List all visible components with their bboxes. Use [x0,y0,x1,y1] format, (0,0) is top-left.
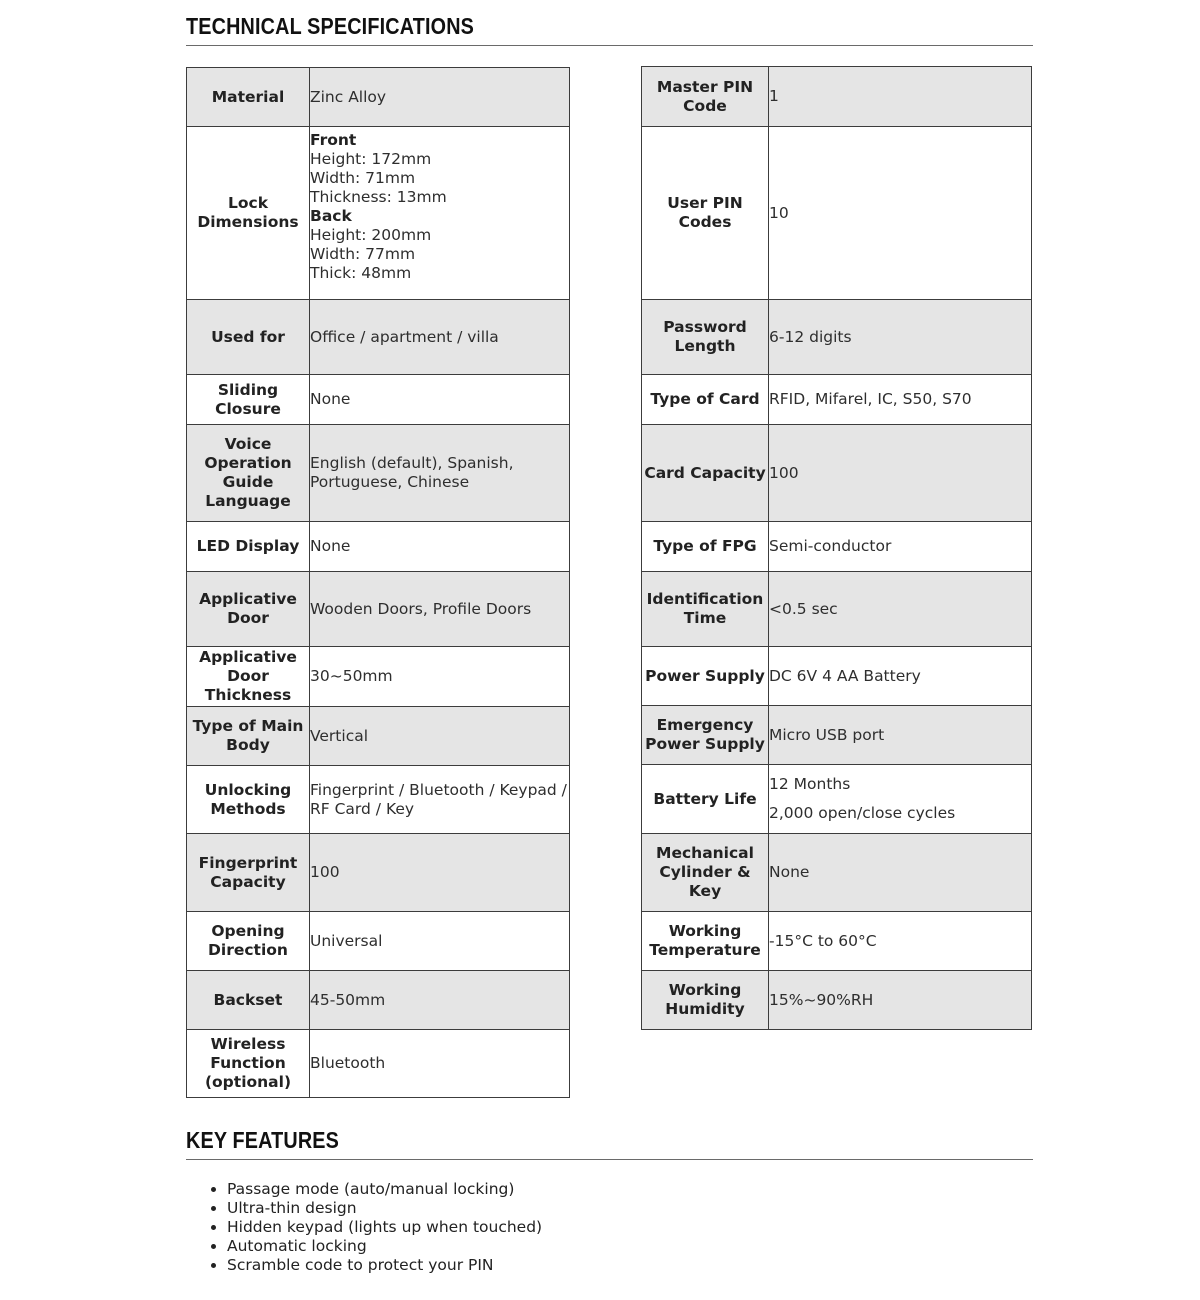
spec-row-power-supply [642,647,1032,706]
spec-label: Fingerprint Capacity [187,834,310,912]
spec-row-material [187,68,570,127]
spec-value: Vertical [310,707,570,766]
spec-row-master-pin [642,67,1032,127]
spec-label: User PIN Codes [642,127,769,300]
spec-row-working-temperature [642,912,1032,971]
spec-value: 10 [769,127,1032,300]
spec-value: Wooden Doors, Profile Doors [310,572,570,647]
spec-row-user-pin [642,127,1032,300]
spec-label: Type of FPG [642,522,769,572]
dimension-line: Height: 172mm [310,150,432,168]
spec-label: Backset [187,971,310,1030]
spec-value: DC 6V 4 AA Battery [769,647,1032,706]
spec-label: Working Humidity [642,971,769,1030]
spec-value-dimensions [310,127,570,300]
spec-label: Battery Life [642,765,769,834]
spec-row-door-thickness [187,647,570,707]
key-features-heading: KEY FEATURES [186,1127,340,1153]
spec-row-battery-life [642,765,1032,834]
spec-row-applicative-door [187,572,570,647]
spec-row-led-display [187,522,570,572]
spec-value: 30~50mm [310,647,570,707]
spec-row-mechanical-cylinder [642,834,1032,912]
spec-value: Semi-conductor [769,522,1032,572]
dimension-line: Thick: 48mm [310,264,412,282]
spec-value: RFID, Mifarel, IC, S50, S70 [769,375,1032,425]
spec-label: Password Length [642,300,769,375]
spec-value: 6-12 digits [769,300,1032,375]
spec-label: Opening Direction [187,912,310,971]
spec-label: Type of Main Body [187,707,310,766]
spec-value: Fingerprint / Bluetooth / Keypad / RF Card / Key [310,766,570,834]
spec-label: Material [187,68,310,127]
spec-label: Master PIN Code [642,67,769,127]
spec-row-fingerprint-capacity [187,834,570,912]
spec-label: Power Supply [642,647,769,706]
spec-value: Zinc Alloy [310,68,570,127]
spec-value: 45-50mm [310,971,570,1030]
spec-label: LED Display [187,522,310,572]
spec-value: 100 [310,834,570,912]
spec-label: Unlocking Methods [187,766,310,834]
specs-table-right [641,66,1032,1030]
spec-row-password-length [642,300,1032,375]
spec-label: Emergency Power Supply [642,706,769,765]
spec-row-voice-language [187,425,570,522]
spec-value: Micro USB port [769,706,1032,765]
spec-row-opening-direction [187,912,570,971]
spec-value: -15°C to 60°C [769,912,1032,971]
spec-row-main-body [187,707,570,766]
dimensions-back-heading: Back [310,207,352,225]
spec-value: Office / apartment / villa [310,300,570,375]
dimensions-front-heading: Front [310,131,357,149]
spec-row-emergency-power [642,706,1032,765]
spec-value: 100 [769,425,1032,522]
spec-label: Type of Card [642,375,769,425]
spec-row-wireless-function [187,1030,570,1098]
spec-label: Mechanical Cylinder & Key [642,834,769,912]
spec-label: Working Temperature [642,912,769,971]
spec-value: English (default), Spanish, Portuguese, Chinese [310,425,570,522]
spec-value: 15%~90%RH [769,971,1032,1030]
spec-value: None [769,834,1032,912]
spec-label: Applicative Door [187,572,310,647]
spec-value-battery [769,765,1032,834]
spec-label: Lock Dimensions [187,127,310,300]
dimension-line: Thickness: 13mm [310,188,447,206]
spec-row-unlocking-methods [187,766,570,834]
spec-label: Voice Operation Guide Language [187,425,310,522]
spec-value: None [310,522,570,572]
battery-life-months: 12 Months [769,775,851,793]
spec-value: None [310,375,570,425]
list-item: • Passage mode (auto/manual locking) [227,1180,542,1199]
spec-label: Used for [187,300,310,375]
list-item: • Scramble code to protect your PIN [227,1256,542,1275]
battery-life-cycles: 2,000 open/close cycles [769,804,956,822]
spec-row-sliding-closure [187,375,570,425]
spec-label: Identification Time [642,572,769,647]
spec-row-backset [187,971,570,1030]
spec-row-lock-dimensions [187,127,570,300]
heading-divider [186,45,1033,46]
spec-row-type-of-fpg [642,522,1032,572]
spec-row-working-humidity [642,971,1032,1030]
spec-label: Wireless Function (optional) [187,1030,310,1098]
specs-table-left [186,67,570,1098]
spec-label: Applicative Door Thickness [187,647,310,707]
spec-value: <0.5 sec [769,572,1032,647]
list-item: • Ultra-thin design [227,1199,542,1218]
dimension-line: Height: 200mm [310,226,432,244]
spec-row-used-for [187,300,570,375]
spec-row-type-of-card [642,375,1032,425]
list-item: • Hidden keypad (lights up when touched) [227,1218,542,1237]
spec-row-identification-time [642,572,1032,647]
spec-label: Sliding Closure [187,375,310,425]
spec-label: Card Capacity [642,425,769,522]
spec-row-card-capacity [642,425,1032,522]
dimension-line: Width: 77mm [310,245,416,263]
spec-value: Universal [310,912,570,971]
spec-value: 1 [769,67,1032,127]
key-features-list [206,1180,542,1275]
spec-value: Bluetooth [310,1030,570,1098]
dimension-line: Width: 71mm [310,169,416,187]
technical-specifications-heading: TECHNICAL SPECIFICATIONS [186,13,475,39]
list-item: • Automatic locking [227,1237,542,1256]
heading-divider [186,1159,1033,1160]
